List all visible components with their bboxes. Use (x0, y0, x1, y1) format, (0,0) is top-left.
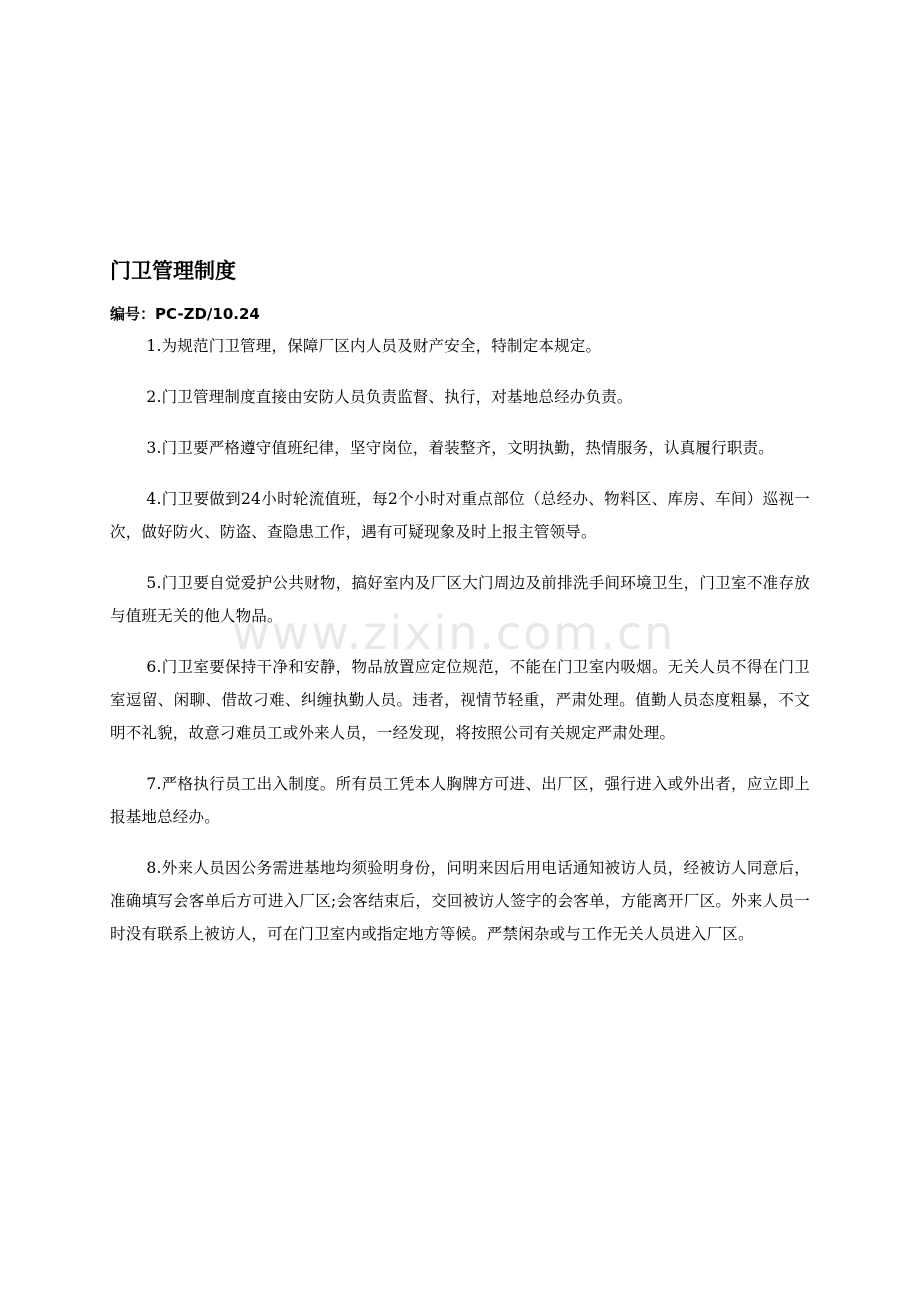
rule-paragraph-1: 1.为规范门卫管理，保障厂区内人员及财产安全，特制定本规定。 (146, 337, 602, 355)
rule-paragraph-4: 4.门卫要做到24小时轮流值班，每2个小时对重点部位（总经办、物料区、库房、车间）巡视一次，做好防火、防盗、查隐患工作，遇有可疑现象及时上报主管领导。 (110, 490, 810, 541)
watermark-text: www.zixin.com.cn (232, 606, 676, 660)
rule-paragraph-5: 5.门卫要自觉爱护公共财物，搞好室内及厂区大门周边及前排洗手间环境卫生，门卫室不准存放与值班无关的他人物品。 (110, 574, 810, 625)
document-body (110, 256, 810, 969)
rule-paragraph-2: 2.门卫管理制度直接由安防人员负责监督、执行，对基地总经办负责。 (146, 388, 633, 406)
rule-paragraph-7: 7.严格执行员工出入制度。所有员工凭本人胸牌方可进、出厂区，强行进入或外出者，应立即上报基地总经办。 (110, 775, 810, 826)
rule-paragraph-8: 8.外来人员因公务需进基地均须验明身份，问明来因后用电话通知被访人员，经被访人同意后，准确填写会客单后方可进入厂区;会客结束后，交回被访人签字的会客单，方能离开厂区。外来人员一时没有联系上被访人，可在门卫室内或指定地方等候。严禁闲杂或与工作无关人员进入厂区。 (110, 859, 810, 943)
rule-paragraph-6: 6.门卫室要保持干净和安静，物品放置应定位规范，不能在门卫室内吸烟。无关人员不得在门卫室逗留、闲聊、借故刁难、纠缠执勤人员。违者，视情节轻重，严肃处理。值勤人员态度粗暴，不文明不礼貌，故意刁难员工或外来人员，一经发现，将按照公司有关规定严肃处理。 (110, 658, 810, 742)
document-title: 门卫管理制度 (110, 259, 236, 283)
rule-paragraph-3: 3.门卫要严格遵守值班纪律，坚守岗位，着装整齐，文明执勤，热情服务，认真履行职责。 (146, 439, 774, 457)
document-number: 编号：PC-ZD/10.24 (110, 305, 260, 323)
